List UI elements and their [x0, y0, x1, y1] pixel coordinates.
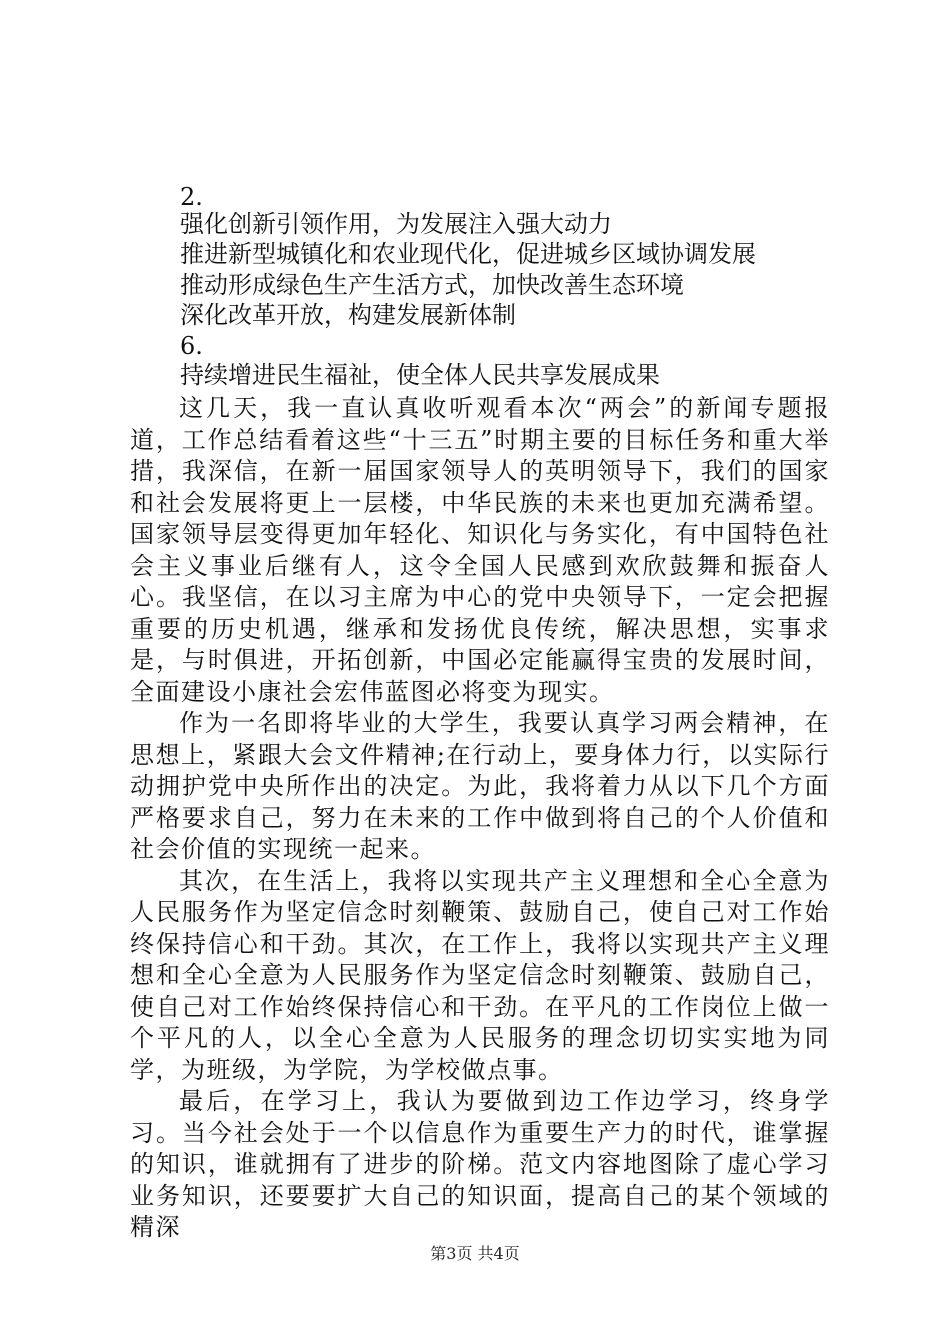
list-item-livelihood: 持续增进民生福祉，使全体人民共享发展成果: [180, 361, 660, 389]
list-number-2: 2.: [180, 183, 203, 211]
list-item-reform: 深化改革开放，构建发展新体制: [180, 301, 516, 329]
paragraph: 作为一名即将毕业的大学生，我要认真学习两会精神，在思想上，紧跟大会文件精神;在行动上，要身体力行，以实际行动拥护党中央所作出的决定。为此，我将着力从以下几个方面严格要求自己，努力在未来的工作中做到将自己的个人价值和社会价值的实现统一起来。: [130, 709, 830, 863]
list-item-green-development: 推动形成绿色生产生活方式，加快改善生态环境: [180, 271, 684, 299]
list-number-6: 6.: [180, 332, 203, 360]
list-item-innovation: 强化创新引领作用，为发展注入强大动力: [180, 210, 612, 238]
paragraph: 最后，在学习上，我认为要做到边工作边学习，终身学习。当今社会处于一个以信息作为重要生产力的时代，谁掌握的知识，谁就拥有了进步的阶梯。范文内容地图除了虚心学习业务知识，还要要扩大自己的知识面，提高自己的某个领域的精深: [130, 1087, 830, 1241]
paragraph: 其次，在生活上，我将以实现共产主义理想和全心全意为人民服务作为坚定信念时刻鞭策、鼓励自己，使自己对工作始终保持信心和干劲。其次，在工作上，我将以实现共产主义理想和全心全意为人民服务作为坚定信念时刻鞭策、鼓励自己，使自己对工作始终保持信心和干劲。在平凡的工作岗位上做一个平凡的人，以全心全意为人民服务的理念切切实实地为同学，为班级，为学院，为学校做点事。: [130, 866, 830, 1084]
page-number-footer: 第3页 共4页: [430, 1244, 520, 1263]
body-text: [130, 393, 830, 1244]
paragraph: 这几天，我一直认真收听观看本次“两会”的新闻专题报道，工作总结看着这些“十三五”时期主要的目标任务和重大举措，我深信，在新一届国家领导人的英明领导下，我们的国家和社会发展将更上一层楼，中华民族的未来也更加充满希望。国家领导层变得更加年轻化、知识化与务实化，有中国特色社会主义事业后继有人，这令全国人民感到欢欣鼓舞和振奋人心。我坚信，在以习主席为中心的党中央领导下，一定会把握重要的历史机遇，继承和发扬优良传统，解决思想，实事求是，与时俱进，开拓创新，中国必定能赢得宝贵的发展时间，全面建设小康社会宏伟蓝图必将变为现实。: [130, 394, 830, 706]
list-item-urbanization: 推进新型城镇化和农业现代化，促进城乡区域协调发展: [180, 240, 756, 268]
